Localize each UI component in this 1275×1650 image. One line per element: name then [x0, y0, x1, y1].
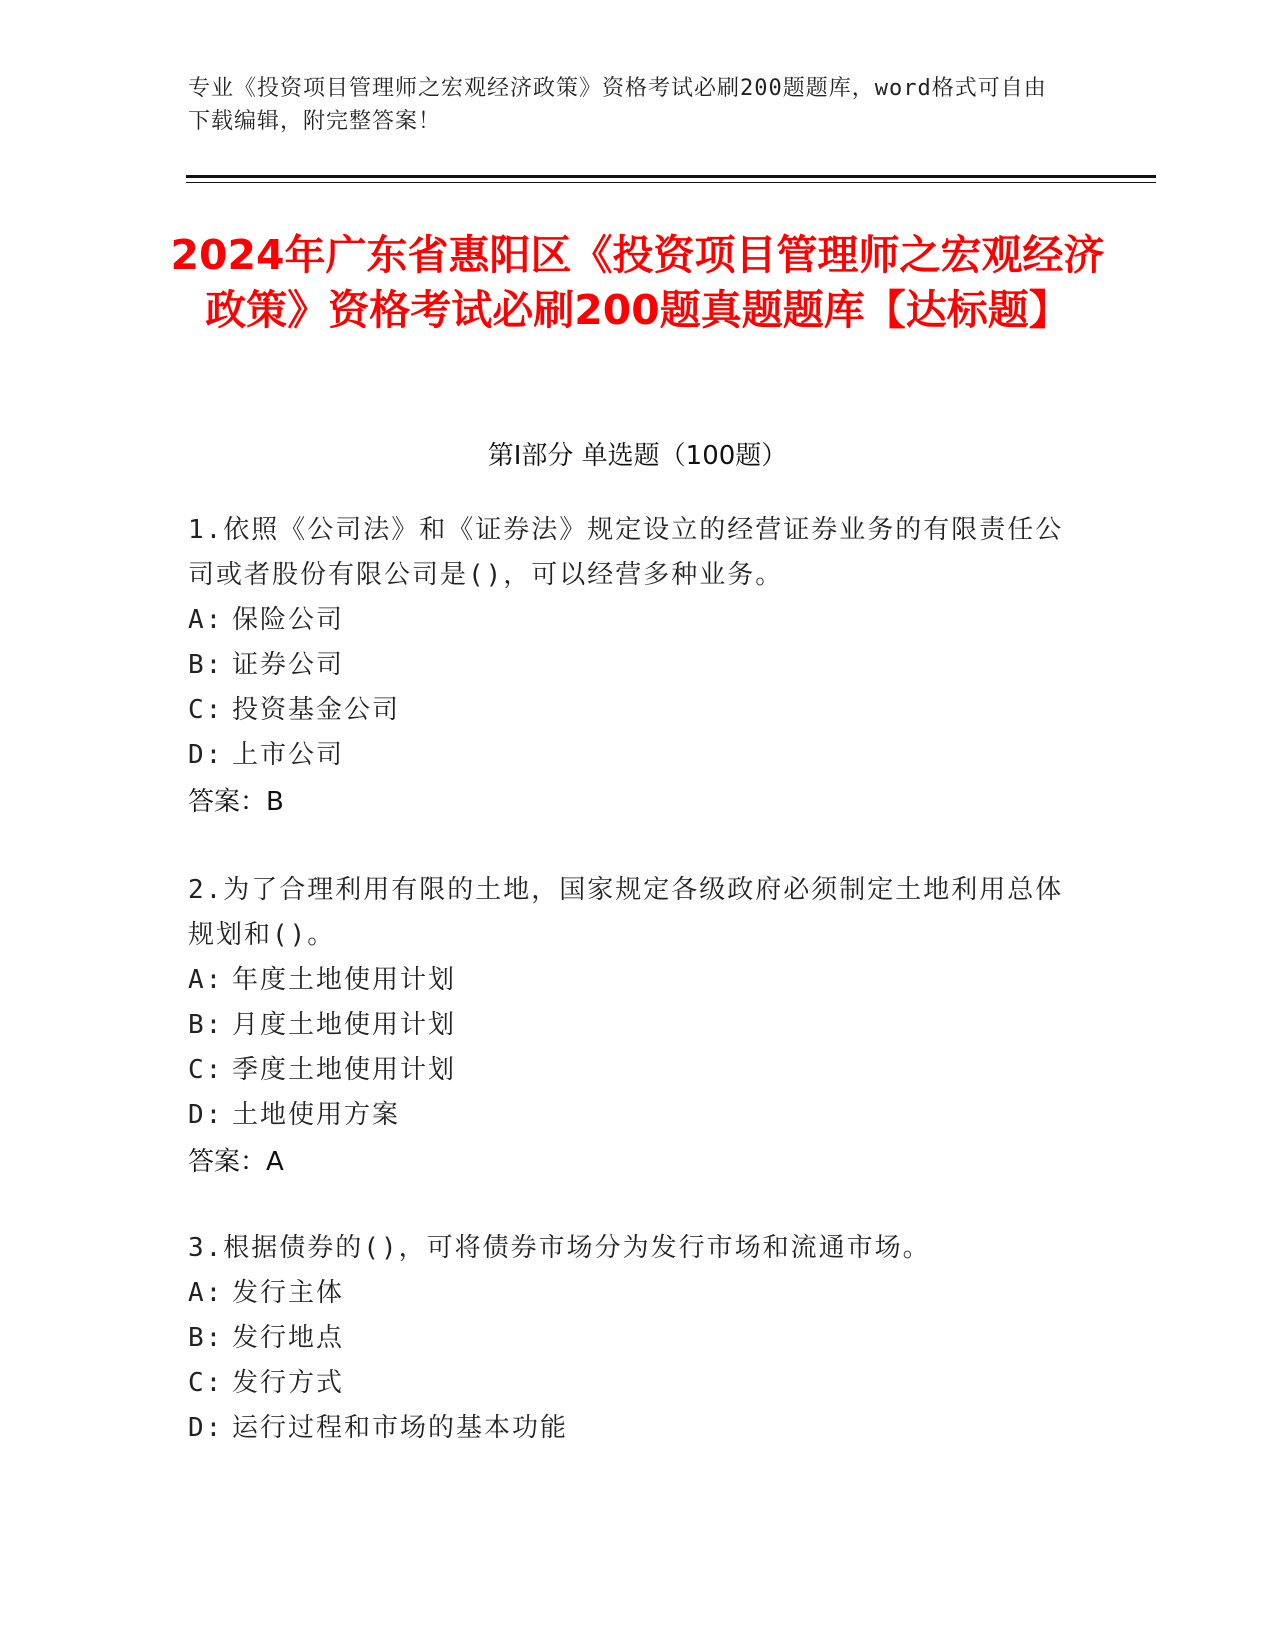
document-title: 2024年广东省惠阳区《投资项目管理师之宏观经济政策》资格考试必刷200题真题题库【达标题】	[170, 231, 1105, 334]
option-text: 发行地点	[232, 1323, 345, 1353]
option-b	[188, 643, 1068, 688]
question-stem: 3.根据债券的()，可将债券市场分为发行市场和流通市场。	[188, 1233, 931, 1263]
option-key: D:	[188, 740, 224, 770]
section-title: 第I部分 单选题（100题）	[487, 441, 788, 471]
option-text: 上市公司	[232, 740, 345, 770]
option-c	[188, 1361, 1068, 1406]
option-text: 证券公司	[232, 650, 345, 680]
option-b	[188, 1316, 1068, 1361]
option-d	[188, 733, 1068, 778]
option-a	[188, 598, 1068, 643]
header-note: 专业《投资项目管理师之宏观经济政策》资格考试必刷200题题库，word格式可自由下载编辑，附完整答案！	[188, 76, 1047, 134]
option-a	[188, 958, 1068, 1003]
option-text: 运行过程和市场的基本功能	[232, 1413, 569, 1443]
option-text: 发行主体	[232, 1278, 345, 1308]
option-key: B:	[188, 1323, 224, 1353]
header-rule-thick	[186, 175, 1156, 178]
option-text: 土地使用方案	[232, 1100, 401, 1130]
answer: 答案：A	[188, 1147, 284, 1177]
option-c	[188, 688, 1068, 733]
option-key: C:	[188, 1368, 224, 1398]
option-text: 季度土地使用计划	[232, 1055, 457, 1085]
option-key: B:	[188, 650, 224, 680]
option-b	[188, 1003, 1068, 1048]
question-stem: 2.为了合理利用有限的土地，国家规定各级政府必须制定土地利用总体规划和()。	[188, 875, 1064, 950]
option-key: B:	[188, 1010, 224, 1040]
option-a	[188, 1271, 1068, 1316]
answer: 答案：B	[188, 787, 284, 817]
option-c	[188, 1048, 1068, 1093]
option-text: 保险公司	[232, 605, 345, 635]
question-2	[188, 868, 1068, 1185]
question-3	[188, 1226, 1068, 1451]
option-key: C:	[188, 1055, 224, 1085]
option-d	[188, 1093, 1068, 1138]
option-text: 年度土地使用计划	[232, 965, 457, 995]
option-d	[188, 1406, 1068, 1451]
question-1	[188, 508, 1068, 825]
option-key: D:	[188, 1100, 224, 1130]
option-text: 发行方式	[232, 1368, 345, 1398]
option-text: 投资基金公司	[232, 695, 401, 725]
option-key: C:	[188, 695, 224, 725]
option-text: 月度土地使用计划	[232, 1010, 457, 1040]
option-key: A:	[188, 1278, 224, 1308]
option-key: A:	[188, 965, 224, 995]
option-key: D:	[188, 1413, 224, 1443]
header-rule-thin	[186, 182, 1156, 183]
question-stem: 1.依照《公司法》和《证券法》规定设立的经营证券业务的有限责任公司或者股份有限公司是()，可以经营多种业务。	[188, 515, 1064, 590]
option-key: A:	[188, 605, 224, 635]
